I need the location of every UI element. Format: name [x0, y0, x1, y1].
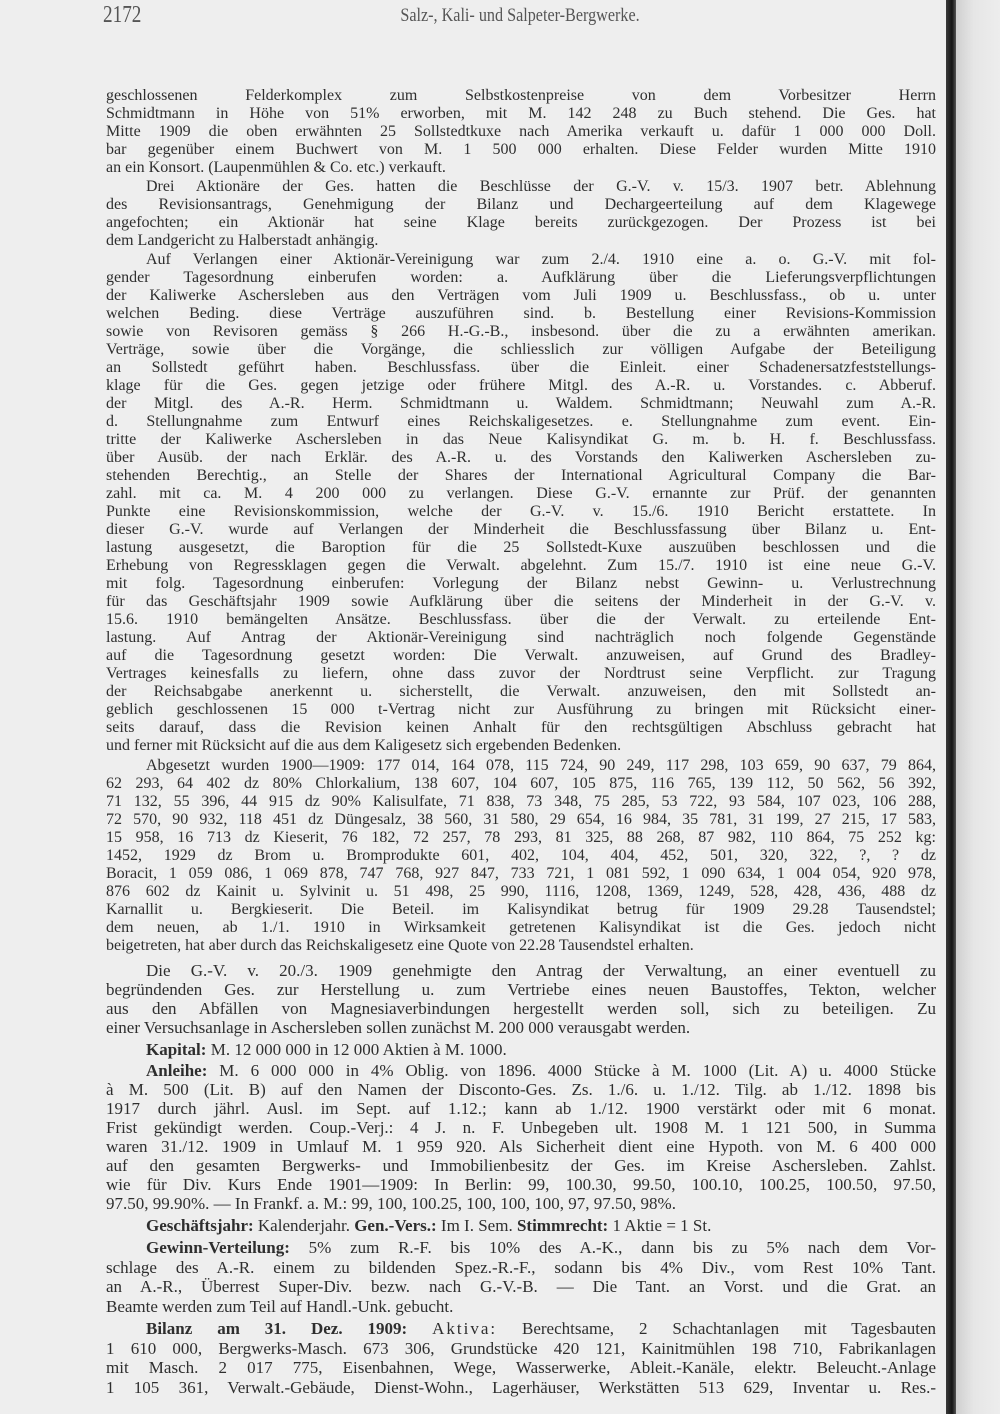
text-line: der Reichsabgabe anerkennt u. sicherstellt, die Verwalt. anzuweisen, den mit Sollstedt an-: [106, 683, 936, 700]
text-line: welchen Beding. diese Verträge auszuführen sind. b. Bestellung einer Revisions-Kommission: [106, 305, 936, 322]
text-line: waren 31./12. 1909 in Umlauf M. 1 959 920. Als Sicherheit dient eine Hypoth. von M. 6 400 000: [106, 1137, 936, 1156]
paragraph: [106, 1216, 936, 1235]
adjacent-page-edge: [956, 0, 1000, 1414]
text-line: Schmidtmann in Höhe von 51% erworben, mit M. 142 248 zu Buch stehend. Die Ges. hat: [106, 105, 936, 122]
text-line: gender Tagesordnung einberufen worden: a. Aufklärung über die Lieferungsverpflichtungen: [106, 269, 936, 286]
section-label: Stimmrecht:: [516, 1216, 609, 1235]
text-line: bar gegenüber einem Buchwert von M. 1 500 000 erhalten. Diese Felder wurden Mitte 1910: [106, 141, 936, 158]
paragraph: [106, 1061, 936, 1213]
text-line: sowie von Revisoren gemäss § 266 H.-G.-B., insbesond. über die zu a erwähnten amerikan.: [106, 323, 936, 340]
text-segment: M. 6 000 000 in 4% Oblig. von 1896. 4000 Stücke à M. 1000 (Lit. A) u. 4000 Stücke: [207, 1061, 936, 1080]
text-line: an ein Konsort. (Laupenmühlen & Co. etc.) verkauft.: [106, 159, 446, 176]
text-line: Punkte eine Revisionskommission, welche der G.-V. v. 15./6. 1910 Bericht erstattete. In: [106, 503, 936, 520]
text-line: [106, 1216, 936, 1235]
text-line: [106, 1319, 936, 1339]
text-line: mit Masch. 2 017 775, Eisenbahnen, Wege, Wasserwerke, Ableit.-Kanäle, elektr. Beleucht.-Anlage: [106, 1358, 936, 1377]
section-label: Anleihe:: [146, 1061, 208, 1080]
book-spine-shadow: [946, 0, 956, 1414]
text-line: 15 958, 16 713 dz Kieserit, 76 182, 72 257, 78 293, 81 325, 88 268, 87 982, 110 864, 75 252 kg:: [106, 829, 936, 846]
text-line: klage für die Ges. gegen jetzige oder frühere Mitgl. des A.-R. u. Vorstandes. c. Abberuf.: [106, 377, 936, 394]
text-line: 97.50, 99.90%. — In Frankf. a. M.: 99, 100, 100.25, 100, 100, 100, 97, 97.50, 98%.: [106, 1194, 676, 1213]
text-line: 1917 durch jährl. Ausl. im Sept. auf 1.12.; kann ab 1./12. 1900 verstärkt oder mit 6 monat.: [106, 1099, 936, 1118]
text-line: begründenden Ges. zur Herstellung u. zum Vertriebe eines neuen Baustoffes, Tekton, welcher: [106, 980, 936, 999]
section-label: Geschäftsjahr:: [146, 1216, 254, 1235]
section-label: Bilanz am 31. Dez. 1909:: [146, 1319, 408, 1338]
paragraph: [106, 757, 936, 955]
paragraph: [106, 1319, 936, 1397]
text-line: à M. 500 (Lit. B) auf den Namen der Disconto-Ges. Zs. 1./6. u. 1./12. Tilg. ab 1./12. 1898 bis: [106, 1080, 936, 1099]
paragraph: [106, 961, 936, 1037]
text-line: 1452, 1929 dz Brom u. Bromprodukte 601, 402, 104, 404, 452, 501, 320, 322, ?, ? dz: [106, 847, 936, 864]
text-line: über Ausüb. der nach Erklär. des A.-R. u. des Vorstands den Kaliwerken Aschersleben zu-: [106, 449, 936, 466]
text-line: geblich geschlossenen 15 000 t-Vertrag nicht zur Ausführung zu bringen mit Rücksicht einer-: [106, 701, 936, 718]
text-line: beigetreten, hat aber durch das Reichskaligesetz eine Quote von 22.28 Tausendstel erhalten.: [106, 937, 694, 954]
text-line: des Revisionsantrags, Genehmigung der Bilanz und Dechargeerteilung auf dem Klagewege: [106, 196, 936, 213]
text-line: lastung. Auf Antrag der Aktionär-Vereinigung sind nachträglich noch folgende Gegenstände: [106, 629, 936, 646]
running-header-title: Salz-, Kali- und Salpeter-Bergwerke.: [400, 5, 640, 26]
paragraph: [106, 251, 936, 755]
text-line: dieser G.-V. wurde auf Verlangen der Minderheit die Beschlussfassung über Bilanz u. Ent-: [106, 521, 936, 538]
text-line: stehenden Berechtig., an Stelle der Shares der International Agricultural Company die Bar-: [106, 467, 936, 484]
text-line: 1 610 000, Bergwerks-Masch. 673 306, Grundstücke 420 121, Kainitmühlen 198 710, Fabrikanlagen: [106, 1338, 936, 1358]
text-line: der Mitgl. des A.-R. Herm. Schmidtmann u. Waldem. Schmidtmann; Neuwahl zum A.-R.: [106, 395, 936, 412]
text-segment: Im I. Sem.: [436, 1216, 517, 1235]
text-line: 72 570, 90 932, 118 451 dz Düngesalz, 38 560, 31 580, 29 654, 16 984, 35 781, 31 199, 27 215, 17 583,: [106, 811, 936, 828]
paragraph: [106, 1238, 936, 1316]
text-line: 1 105 361, Verwalt.-Gebäude, Dienst-Wohn., Lagerhäuser, Werkstätten 513 629, Inventar u. Res.-: [106, 1377, 936, 1397]
text-line: wie für Div. Kurs Ende 1901—1909: In Berlin: 99, 100.30, 99.50, 100.10, 100.25, 100.50, 97.50,: [106, 1175, 936, 1194]
text-line: dem neuen, ab 1./1. 1910 in Wirksamkeit getretenen Kalisyndikat ist die Ges. jedoch nicht: [106, 919, 936, 936]
text-line: Vertrages keinesfalls zu liefern, ohne dass zuvor der Nordtrust seine Verpflicht. zur Tragung: [106, 665, 936, 682]
text-line: Frist gekündigt werden. Coup.-Verj.: 4 J. n. F. Unbegeben ult. 1908 M. 1 121 500, in Summa: [106, 1118, 936, 1137]
text-line: angefochten; ein Aktionär hat seine Klage bereits zurückgezogen. Der Prozess ist bei: [106, 214, 936, 231]
text-line: geschlossenen Felderkomplex zum Selbstkostenpreise von dem Vorbesitzer Herrn: [106, 87, 936, 104]
text-line: tritte der Kaliwerke Aschersleben in das Neue Kalisyndikat G. m. b. H. f. Beschlussfass.: [106, 431, 936, 448]
text-line: Drei Aktionäre der Ges. hatten die Beschlüsse der G.-V. v. 15/3. 1907 betr. Ablehnung: [146, 178, 936, 195]
text-line: für das Geschäftsjahr 1909 sowie Aufklärung über die seitens der Minderheit in der G.-V. v.: [106, 593, 936, 610]
page-number: 2172: [103, 2, 142, 28]
text-line: dem Landgericht zu Halberstadt anhängig.: [106, 232, 379, 249]
text-line: Mitte 1909 die oben erwähnten 25 Sollstedtkuxe nach Amerika verkauft u. dafür 1 000 000 Doll.: [106, 123, 936, 140]
text-line: mit folg. Tagesordnung einberufen: Vorlegung der Bilanz nebst Gewinn- u. Verlustrechnung: [106, 575, 936, 592]
text-line: 876 602 dz Kainit u. Sylvinit u. 51 498, 25 990, 1116, 1208, 1369, 1249, 528, 428, 436, 488 dz: [106, 883, 936, 900]
text-segment: Kalenderjahr.: [253, 1216, 355, 1235]
text-line: an Sollstedt geführt haben. Beschlussfass. über die Einleit. einer Schadenersatzfeststellungs-: [106, 359, 936, 376]
text-line: der Kaliwerke Aschersleben aus den Verträgen vom Juli 1909 u. Beschlussfass., ob u. unter: [106, 287, 936, 304]
text-line: 71 132, 55 396, 44 915 dz 90% Kalisulfate, 71 838, 73 348, 75 285, 53 722, 93 584, 107 023, 106 288,: [106, 793, 936, 810]
text-line: 15.6. 1910 bemängelten Ansätze. Beschlussfass. über die der Verwalt. zu erteilende Ent-: [106, 611, 936, 628]
paragraph: [106, 178, 936, 250]
text-line: Erhebung von Regressklagen gegen die Verwalt. abgelehnt. Zum 15./7. 1910 ist eine neue G.-V.: [106, 557, 936, 574]
paragraph: [106, 87, 936, 177]
text-line: auf die Tagesordnung gesetzt worden: Die Verwalt. anzuweisen, auf Grund des Bradley-: [106, 647, 936, 664]
section-label: Kapital:: [146, 1040, 207, 1059]
text-line: [106, 1238, 936, 1258]
text-line: aus den Abfällen von Magnesiaverbindungen hergestellt werden soll, sich zu beteiligen. Zu: [106, 999, 936, 1018]
text-line: Beamte werden zum Teil auf Handl.-Unk. gebucht.: [106, 1296, 454, 1316]
section-label: Gewinn-Verteilung:: [146, 1238, 290, 1257]
text-line: lastung ausgesetzt, die Baroption für die 25 Sollstedt-Kuxe auszuüben beschlossen und die: [106, 539, 936, 556]
text-line: auf den gesamten Bergwerks- und Immobilienbesitz der Ges. im Kreise Aschersleben. Zahlst.: [106, 1156, 936, 1175]
text-segment: Aktiva:: [432, 1319, 498, 1338]
text-segment: 1 Aktie = 1 St.: [608, 1216, 712, 1235]
text-segment: Berechtsame, 2 Schachtanlagen mit Tagesbauten: [497, 1319, 936, 1338]
text-line: Abgesetzt wurden 1900—1909: 177 014, 164 078, 115 724, 90 249, 117 298, 103 659, 90 637, 79 864,: [146, 757, 936, 774]
text-line: an A.-R., Überrest Super-Div. bezw. nach G.-V.-B. — Die Tant. an Vorst. und die Grat. an: [106, 1277, 936, 1296]
text-segment: 5% zum R.-F. bis 10% des A.-K., dann bis zu 5% nach dem Vor-: [289, 1238, 936, 1257]
text-line: [106, 1040, 936, 1059]
text-line: zahl. mit ca. M. 4 200 000 zu verlangen. Diese G.-V. ernannte zur Prüf. der genannten: [106, 485, 936, 502]
text-line: Boracit, 1 059 086, 1 069 878, 747 768, 927 847, 733 721, 1 081 592, 1 090 634, 1 004 054, 920 978,: [106, 865, 936, 882]
text-segment: [407, 1319, 432, 1338]
text-line: und ferner mit Rücksicht auf die aus dem Kaligesetz sich ergebenden Bedenken.: [106, 737, 622, 754]
text-line: schlage des A.-R. einem zu bildenden Spez.-R.-F., sodann bis 4% Div., vom Rest 10% Tant.: [106, 1257, 936, 1277]
text-line: [106, 1061, 936, 1080]
text-line: Die G.-V. v. 20./3. 1909 genehmigte den Antrag der Verwaltung, an einer eventuell zu: [146, 961, 936, 980]
paragraph: [106, 1040, 936, 1059]
text-segment: M. 12 000 000 in 12 000 Aktien à M. 1000.: [206, 1040, 507, 1059]
text-line: seits darauf, dass die Revision keinen Anhalt für den rechtsgültigen Abschluss gebracht hat: [106, 719, 936, 736]
text-line: Auf Verlangen einer Aktionär-Vereinigung war zum 2./4. 1910 eine a. o. G.-V. mit fol-: [146, 251, 936, 268]
text-line: 62 293, 64 402 dz 80% Chlorkalium, 138 607, 104 607, 105 875, 116 765, 139 112, 50 562, 56 392,: [106, 775, 936, 792]
text-line: Karnallit u. Bergkieserit. Die Beteil. im Kalisyndikat betrug für 1909 29.28 Tausendstel;: [106, 901, 936, 918]
text-line: d. Stellungnahme zum Entwurf eines Reichskaligesetzes. e. Stellungnahme zum event. Ein-: [106, 413, 936, 430]
section-label: Gen.-Vers.:: [354, 1216, 437, 1235]
text-line: einer Versuchsanlage in Aschersleben sollen zunächst M. 200 000 verausgabt werden.: [106, 1018, 691, 1037]
text-line: Verträge, sowie über die Vorgänge, die schliesslich zur völligen Aufgabe der Beteiligung: [106, 341, 936, 358]
